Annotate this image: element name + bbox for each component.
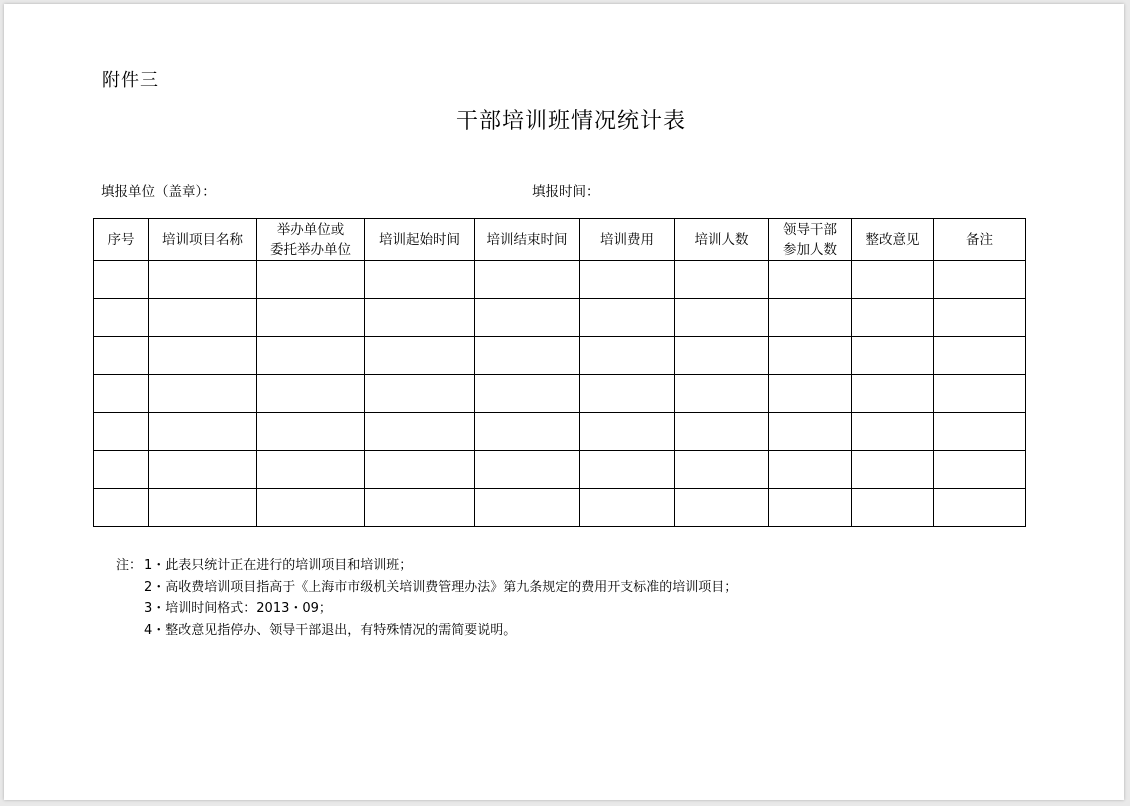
table-cell: [852, 337, 934, 375]
table-cell: [257, 489, 365, 527]
column-header-line: 参加人数: [783, 241, 837, 258]
table-cell: [580, 451, 675, 489]
table-cell: [934, 337, 1026, 375]
table-cell: [675, 413, 769, 451]
note-line: [116, 620, 737, 642]
table-cell: [149, 489, 257, 527]
statistics-table: [93, 218, 1026, 527]
table-cell: [94, 489, 149, 527]
table-row: [94, 261, 1026, 299]
table-cell: [852, 489, 934, 527]
table-cell: [257, 337, 365, 375]
table-cell: [94, 299, 149, 337]
column-header: [365, 219, 475, 261]
note-text: 1・此表只统计正在进行的培训项目和培训班；: [144, 558, 413, 573]
table-cell: [769, 413, 852, 451]
table-cell: [475, 413, 580, 451]
table-cell: [852, 451, 934, 489]
table-cell: [675, 261, 769, 299]
table-cell: [94, 261, 149, 299]
table-cell: [934, 451, 1026, 489]
column-header: [769, 219, 852, 261]
table-cell: [475, 261, 580, 299]
table-cell: [475, 489, 580, 527]
table-cell: [580, 337, 675, 375]
table-cell: [675, 299, 769, 337]
table-row: [94, 489, 1026, 527]
column-header-line: 培训人数: [694, 231, 749, 248]
column-header: [852, 219, 934, 261]
table-cell: [580, 299, 675, 337]
table-cell: [475, 451, 580, 489]
column-header-line: 培训起始时间: [379, 231, 460, 248]
table-cell: [365, 413, 475, 451]
table-row: [94, 375, 1026, 413]
table-cell: [934, 299, 1026, 337]
table-cell: [675, 375, 769, 413]
table-cell: [934, 413, 1026, 451]
table-cell: [675, 451, 769, 489]
column-header-line: 序号: [107, 231, 135, 248]
table-row: [94, 451, 1026, 489]
column-header-line: 领导干部: [783, 221, 837, 238]
table-cell: [257, 375, 365, 413]
table-cell: [365, 451, 475, 489]
table-body: [94, 261, 1026, 527]
column-header: [934, 219, 1026, 261]
table-cell: [852, 261, 934, 299]
table-cell: [769, 299, 852, 337]
column-header-line: 培训费用: [600, 231, 654, 248]
table-cell: [769, 451, 852, 489]
table-cell: [675, 489, 769, 527]
column-header: [675, 219, 769, 261]
table-cell: [934, 261, 1026, 299]
table-cell: [934, 375, 1026, 413]
table-cell: [257, 413, 365, 451]
table-cell: [769, 337, 852, 375]
table-cell: [769, 261, 852, 299]
document-page: [4, 4, 1124, 800]
table-cell: [580, 261, 675, 299]
note-line: [116, 598, 737, 620]
column-header-line: 委托举办单位: [270, 241, 351, 258]
column-header: [580, 219, 675, 261]
column-header: [257, 219, 365, 261]
table-cell: [852, 413, 934, 451]
table-row: [94, 413, 1026, 451]
table-cell: [94, 337, 149, 375]
column-header-line: 培训结束时间: [486, 231, 568, 248]
table-cell: [149, 375, 257, 413]
column-header-line: 培训项目名称: [162, 231, 243, 248]
table-cell: [149, 337, 257, 375]
table-cell: [257, 299, 365, 337]
table-cell: [149, 299, 257, 337]
fill-unit-label: 填报单位（盖章）：: [101, 184, 216, 200]
notes-section: [116, 555, 737, 641]
table-cell: [475, 299, 580, 337]
table-cell: [580, 413, 675, 451]
note-text: 4・整改意见指停办、领导干部退出，有特殊情况的需简要说明。: [144, 622, 517, 638]
column-header-line: 备注: [966, 231, 993, 248]
table-cell: [365, 489, 475, 527]
fill-time-label: 填报时间：: [532, 184, 600, 200]
table-cell: [365, 299, 475, 337]
table-cell: [475, 375, 580, 413]
table-cell: [769, 375, 852, 413]
column-header: [94, 219, 149, 261]
table-cell: [675, 337, 769, 375]
table-cell: [365, 375, 475, 413]
note-text: 3・培训时间格式：2013・09；: [144, 601, 332, 616]
attachment-label: 附件三: [102, 70, 159, 91]
table-cell: [852, 375, 934, 413]
table-cell: [580, 489, 675, 527]
table-cell: [149, 413, 257, 451]
table-cell: [257, 261, 365, 299]
note-line: [116, 555, 737, 577]
table-cell: [94, 375, 149, 413]
notes-prefix: 注：: [116, 558, 143, 573]
note-line: [116, 577, 737, 599]
table-cell: [934, 489, 1026, 527]
table-cell: [149, 261, 257, 299]
table-header-row: [94, 219, 1026, 261]
table-cell: [257, 451, 365, 489]
table-row: [94, 337, 1026, 375]
table-cell: [769, 489, 852, 527]
column-header: [149, 219, 257, 261]
table-row: [94, 299, 1026, 337]
table-cell: [475, 337, 580, 375]
note-text: 2・高收费培训项目指高于《上海市市级机关培训费管理办法》第九条规定的费用开支标准的培训项目；: [144, 579, 738, 595]
table-cell: [580, 375, 675, 413]
table-cell: [365, 261, 475, 299]
column-header-line: 举办单位或: [276, 221, 345, 238]
table-cell: [94, 451, 149, 489]
page-title: 干部培训班情况统计表: [455, 109, 686, 134]
table-cell: [852, 299, 934, 337]
table-cell: [94, 413, 149, 451]
table-cell: [365, 337, 475, 375]
table-cell: [149, 451, 257, 489]
column-header: [475, 219, 580, 261]
column-header-line: 整改意见: [865, 231, 920, 248]
